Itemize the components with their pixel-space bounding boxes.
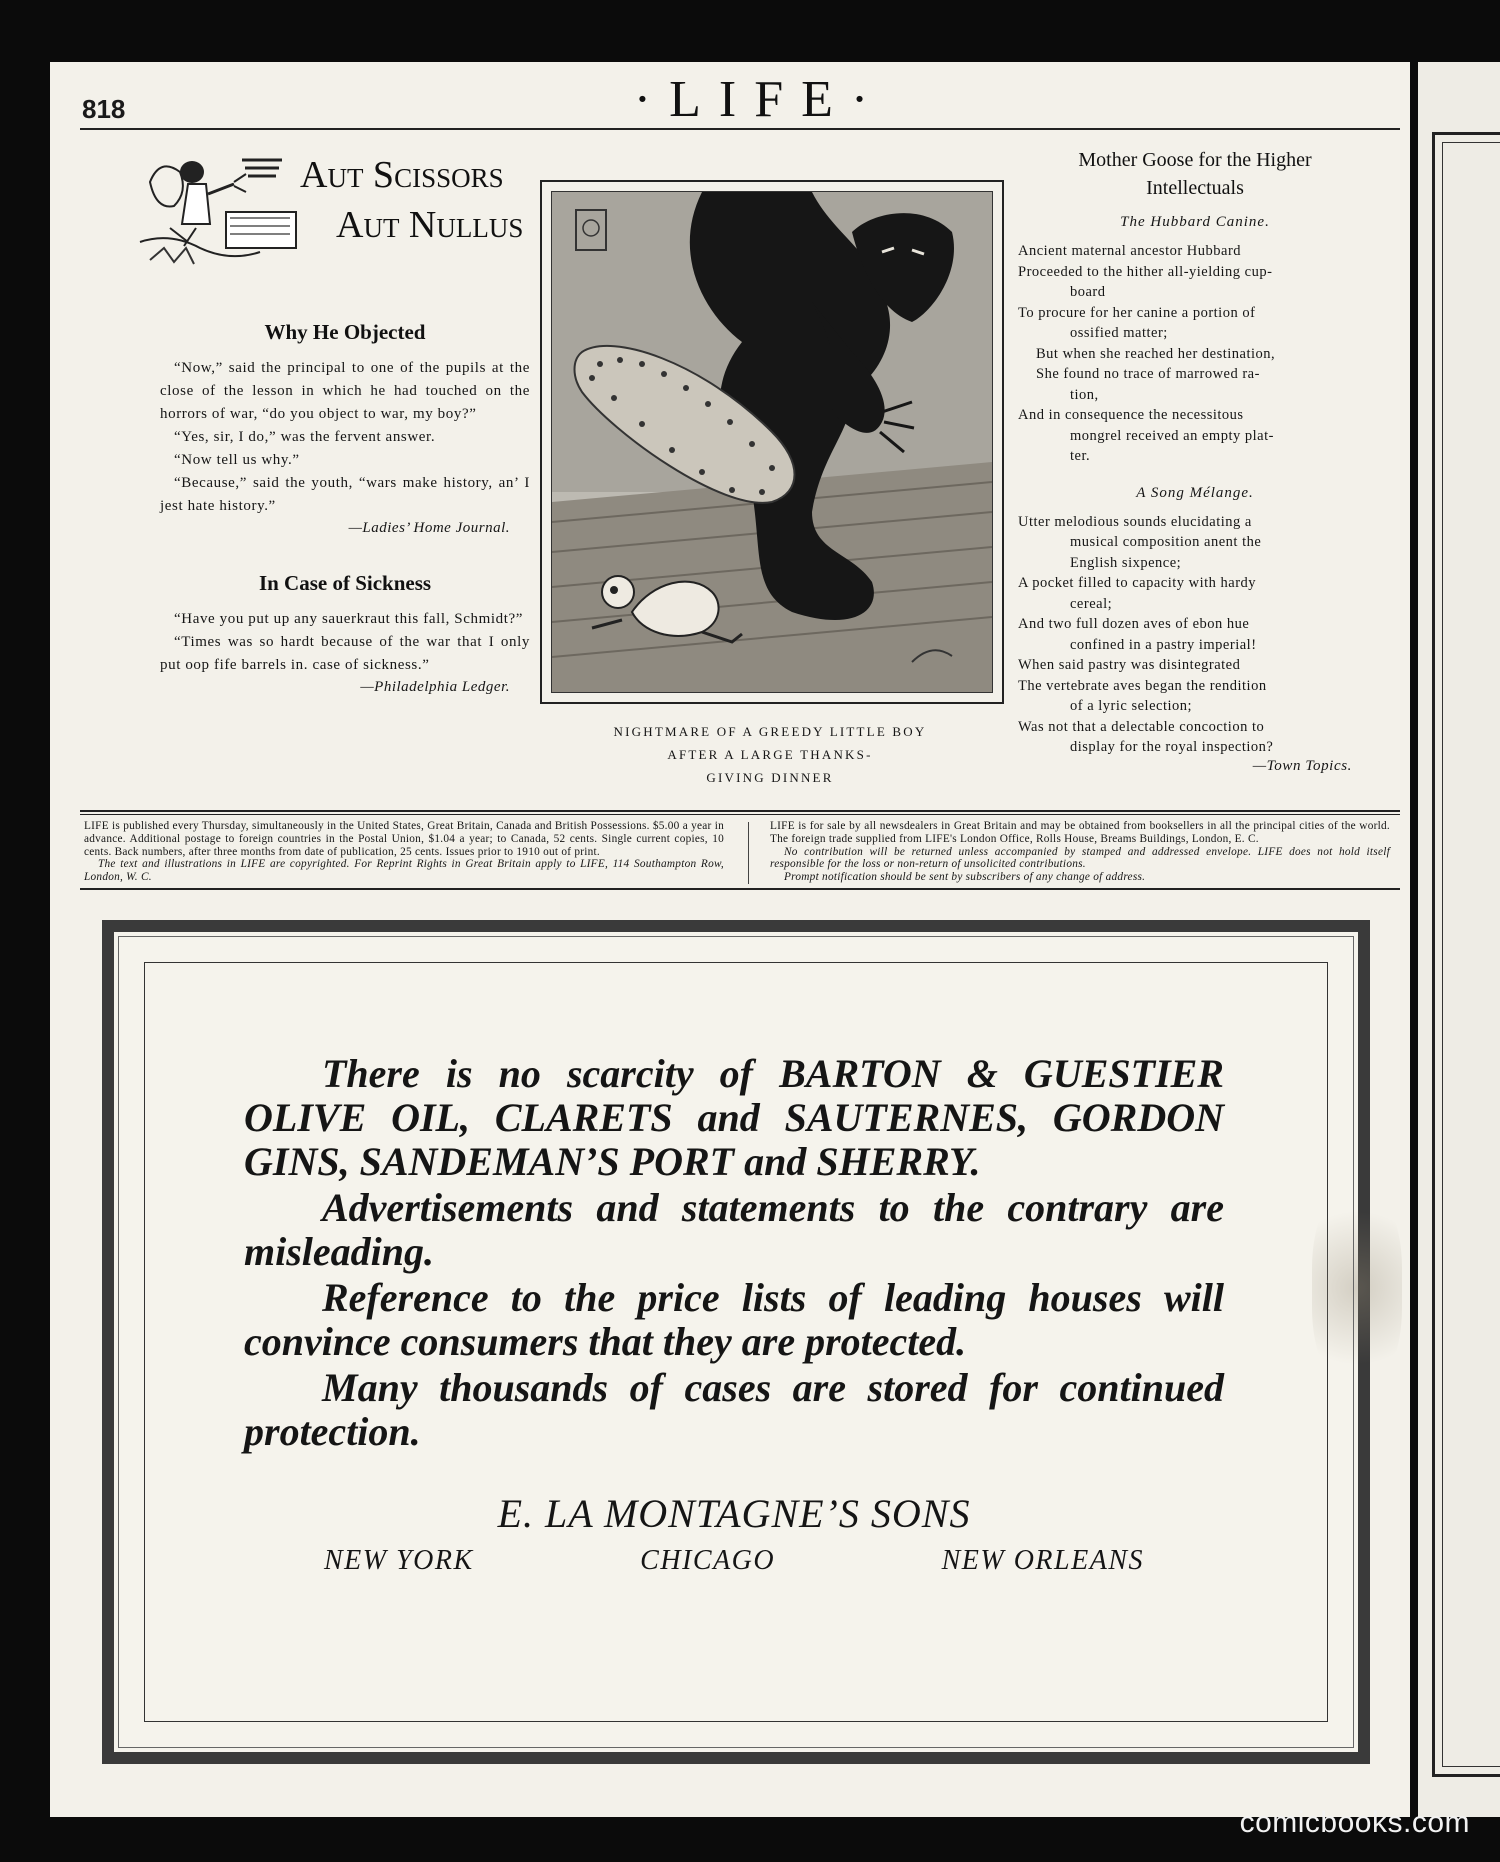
verse-line: of a lyric selection; (1070, 698, 1193, 714)
poem-section-title (1018, 146, 1372, 202)
story-credit: —Ladies’ Home Journal. (348, 520, 510, 536)
ad-paragraph: Reference to the price lists of leading houses will convince consumers that they are protected. (244, 1275, 1224, 1364)
poem-subtitle: The Hubbard Canine. (1120, 214, 1270, 230)
verse-line: confined in a pastry imperial! (1070, 636, 1257, 653)
notice-paragraph: LIFE is for sale by all newsdealers in Great Britain and may be obtained from booksellers in all the principal cities of the world. The foreign trade supplied from LIFE's London Office, Rolls House, Breams Buildings, London, E. C. (770, 820, 1390, 845)
department-title-line2: Aut Nullus (336, 204, 524, 246)
page-number: 818 (82, 94, 126, 124)
verse-line: English sixpence; (1070, 554, 1182, 571)
verse-line: A pocket filled to capacity with hardy (1018, 575, 1257, 591)
verse-line: musical composition anent the (1070, 534, 1262, 550)
verse-line: board (1070, 284, 1106, 300)
notice-paragraph: LIFE is published every Thursday, simultaneously in the United States, Great Britain, Canada and British Possessions. $5.00 a year in advance. Additional postage to foreign countries in the Postal Union, $1.04 a year; to Canada, 52 cents. Single current copies, 10 cents. Back numbers, after three months from date of publication, 25 cents. Issues prior to 1910 out of print. (84, 820, 724, 858)
poem-credit: —Town Topics. (1252, 757, 1352, 774)
story-title: Why He Objected (264, 320, 426, 344)
verse-line: mongrel received an empty plat- (1070, 427, 1274, 444)
story-paragraph: “Times was so hardt because of the war that I only put oop fife barrels in. case of sickness.” (160, 634, 530, 673)
poem-verse (1018, 512, 1372, 758)
watermark: comicbooks.com (1239, 1806, 1470, 1839)
poem-section-title-line1: Mother Goose for the Higher (1078, 149, 1312, 171)
city: NEW YORK (324, 1545, 474, 1576)
department-title (300, 150, 523, 250)
magazine-page (50, 62, 1410, 1817)
story-paragraph: “Now tell us why.” (174, 452, 300, 468)
verse-line: ossified matter; (1070, 325, 1168, 341)
poem-verse (1018, 241, 1372, 467)
cartoon-caption (570, 720, 970, 789)
column-divider (748, 822, 749, 884)
advertiser-name: E. LA MONTAGNE’S SONS (497, 1491, 971, 1536)
notice-paragraph: The text and illustrations in LIFE are copyrighted. For Reprint Rights in Great Britain apply to LIFE, 114 Southampton Row, London, W. C. (84, 858, 724, 884)
verse-line: She found no trace of marrowed ra- (1036, 366, 1260, 382)
verse-line: Ancient maternal ancestor Hubbard (1018, 243, 1242, 259)
section-rule (80, 814, 1400, 815)
advertiser-cities (244, 1545, 1224, 1577)
cartoon-illustration (551, 191, 993, 693)
masthead: ·LIFE· (633, 71, 887, 128)
verse-line: When said pastry was disintegrated (1018, 657, 1241, 673)
story-credit: —Philadelphia Ledger. (360, 679, 510, 695)
header-rule (80, 128, 1400, 130)
ad-paragraph: Many thousands of cases are stored for continued protection. (244, 1365, 1224, 1454)
advertisement-box (102, 920, 1370, 1764)
story-paragraph: “Have you put up any sauerkraut this fall, Schmidt?” (174, 611, 524, 627)
caption-line: GIVING DINNER (706, 770, 834, 785)
editor-with-scissors-illustration (130, 142, 300, 282)
verse-line: display for the royal inspection? (1070, 739, 1274, 755)
verse-line: ter. (1070, 448, 1091, 464)
verse-line: Proceeded to the hither all-yielding cup- (1018, 263, 1273, 280)
poem-section-title-line2: Intellectuals (1146, 177, 1244, 199)
notice-paragraph: Prompt notification should be sent by subscribers of any change of address. (784, 871, 1146, 884)
caption-line: AFTER A LARGE THANKS- (667, 747, 873, 762)
story-paragraph: “Because,” said the youth, “wars make history, an’ I jest hate history.” (160, 475, 530, 514)
cartoon-frame (540, 180, 1004, 704)
facing-page-frame (1442, 142, 1500, 1767)
section-rule (80, 810, 1400, 812)
verse-line: And two full dozen aves of ebon hue (1018, 616, 1250, 632)
publisher-notice-left (84, 820, 724, 884)
verse-line: Was not that a delectable concoction to (1018, 718, 1265, 735)
story-paragraph: “Now,” said the principal to one of the pupils at the close of the lesson in which he had touched on the horrors of war, “do you object to war, my boy?” (160, 360, 530, 422)
facing-page-edge (1418, 62, 1500, 1817)
notice-paragraph: No contribution will be returned unless accompanied by stamped and addressed envelope. LIFE does not hold itself responsible for the loss or non-return of unsolicited contributions. (770, 845, 1390, 871)
verse-line: Utter melodious sounds elucidating a (1018, 513, 1252, 530)
story-title: In Case of Sickness (258, 571, 432, 595)
verse-line: tion, (1070, 386, 1099, 403)
city: NEW ORLEANS (941, 1545, 1144, 1576)
verse-line: The vertebrate aves began the rendition (1018, 677, 1267, 694)
department-title-line1: Aut Scissors (300, 154, 504, 196)
verse-line: cereal; (1070, 595, 1113, 612)
right-column (1018, 146, 1372, 775)
department-heading (130, 142, 530, 282)
verse-line: But when she reached her destination, (1036, 345, 1276, 362)
nightmare-cartoon-drawing (552, 192, 992, 692)
verse-line: To procure for her canine a portion of (1018, 304, 1256, 321)
poem-subtitle: A Song Mélange. (1136, 484, 1254, 501)
section-rule (80, 888, 1400, 890)
ad-paragraph: There is no scarcity of BARTON & GUESTIER OLIVE OIL, CLARETS and SAUTERNES, GORDON GINS, SANDEMAN’S PORT and SHERRY. (244, 1051, 1224, 1184)
story-paragraph: “Yes, sir, I do,” was the fervent answer. (174, 429, 436, 445)
city: CHICAGO (640, 1545, 776, 1576)
paper-stain (1312, 1188, 1402, 1388)
advertisement-text (244, 1052, 1224, 1577)
ad-paragraph: Advertisements and statements to the contrary are misleading. (244, 1185, 1224, 1274)
publisher-notice-right (770, 820, 1390, 884)
verse-line: And in consequence the necessitous (1018, 407, 1244, 423)
left-column (130, 142, 530, 696)
caption-line: NIGHTMARE OF A GREEDY LITTLE BOY (613, 724, 927, 739)
